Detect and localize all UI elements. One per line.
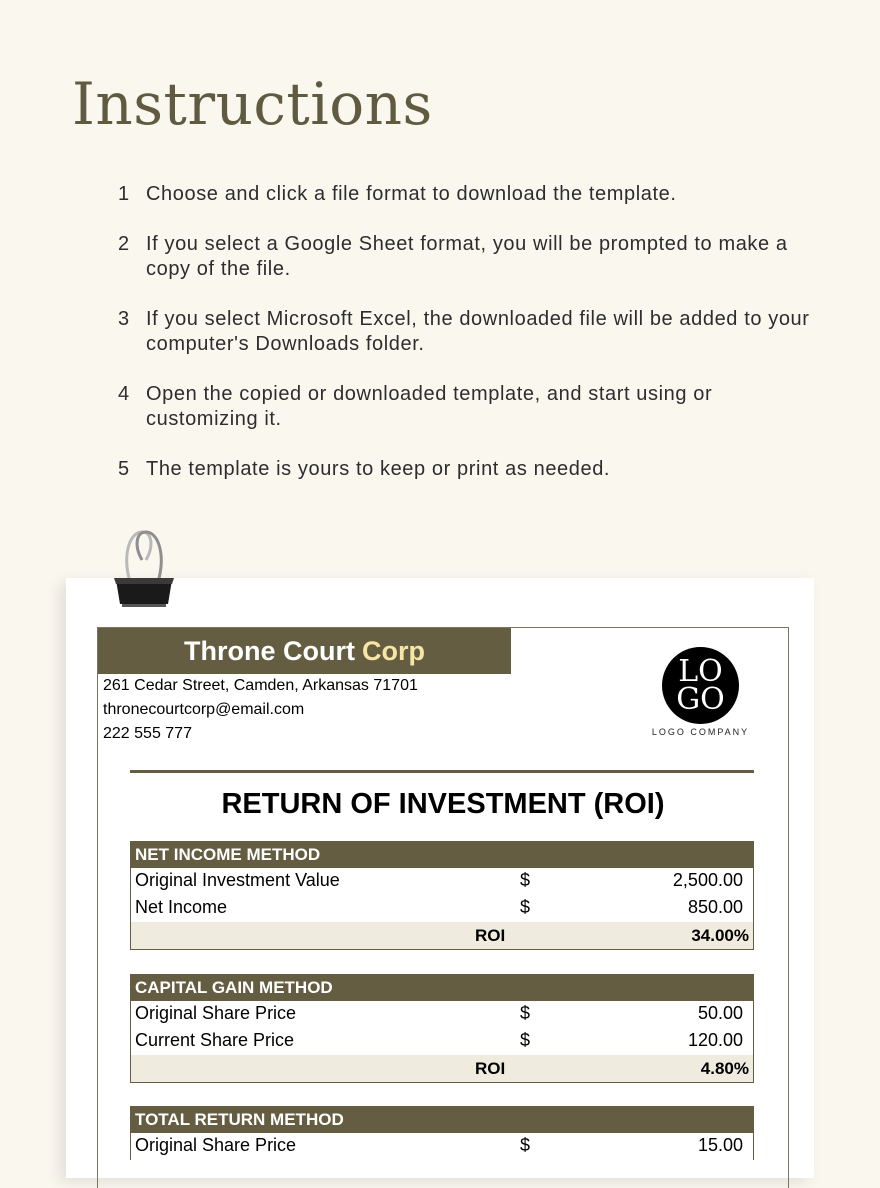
roi-row xyxy=(131,1055,753,1082)
row-value: 15.00 xyxy=(697,1135,743,1155)
header-divider xyxy=(130,770,754,773)
instruction-step xyxy=(118,232,818,282)
table-row xyxy=(131,1028,753,1055)
roi-label: ROI xyxy=(475,926,506,945)
company-logo xyxy=(662,647,739,724)
roi-label: ROI xyxy=(475,1059,506,1078)
method-header: CAPITAL GAIN METHOD xyxy=(131,974,753,1001)
row-value: 50.00 xyxy=(697,1003,743,1023)
step-text: Open the copied or downloaded template, and start using or customizing it. xyxy=(146,383,713,430)
step-number: 4 xyxy=(118,383,130,405)
total-return-method-table xyxy=(130,1106,754,1160)
step-number: 3 xyxy=(118,308,130,330)
instruction-step xyxy=(118,307,818,357)
step-text: The template is yours to keep or print as needed. xyxy=(146,458,611,480)
net-income-method-table xyxy=(130,841,754,950)
currency-symbol: $ xyxy=(520,1003,531,1023)
table-row xyxy=(131,1001,753,1028)
row-label: Original Share Price xyxy=(135,1003,297,1023)
company-phone: 222 555 777 xyxy=(103,725,192,742)
step-text: Choose and click a file format to download the template. xyxy=(146,183,677,205)
roi-value: 4.80% xyxy=(700,1059,749,1078)
roi-value: 34.00% xyxy=(691,926,749,945)
table-row xyxy=(131,1133,753,1160)
row-value: 850.00 xyxy=(687,897,743,917)
method-header: TOTAL RETURN METHOD xyxy=(131,1106,753,1133)
logo-text-bottom: GO xyxy=(676,682,725,717)
capital-gain-method-table xyxy=(130,974,754,1083)
company-name: Throne Court xyxy=(184,635,355,666)
row-label: Net Income xyxy=(135,897,228,917)
currency-symbol: $ xyxy=(520,1030,531,1050)
document-title: RETURN OF INVESTMENT (ROI) xyxy=(221,788,665,820)
step-text: If you select a Google Sheet format, you will be prompted to make a copy of the file. xyxy=(146,233,788,280)
method-header: NET INCOME METHOD xyxy=(131,841,753,868)
step-text: If you select Microsoft Excel, the downloaded file will be added to your computer's Downloads folder. xyxy=(146,308,810,355)
company-name-accent: Corp xyxy=(361,635,425,666)
table-row xyxy=(131,868,753,895)
company-name-banner xyxy=(98,628,511,674)
binder-clip-icon xyxy=(108,524,180,614)
company-email: thronecourtcorp@email.com xyxy=(103,701,305,718)
instruction-step xyxy=(118,182,818,207)
step-number: 1 xyxy=(118,183,130,205)
roi-row xyxy=(131,922,753,949)
roi-template-sheet xyxy=(97,627,789,1188)
row-label: Original Share Price xyxy=(135,1135,297,1155)
row-value: 2,500.00 xyxy=(672,870,743,890)
logo-caption: LOGO COMPANY xyxy=(651,727,750,737)
currency-symbol: $ xyxy=(520,1135,531,1155)
step-number: 2 xyxy=(118,233,130,255)
instruction-list xyxy=(118,182,818,507)
company-address: 261 Cedar Street, Camden, Arkansas 71701 xyxy=(103,677,418,694)
currency-symbol: $ xyxy=(520,897,531,917)
instructions-title: Instructions xyxy=(72,70,433,138)
instruction-step xyxy=(118,457,818,482)
currency-symbol: $ xyxy=(520,870,531,890)
logo-text-top: LO xyxy=(678,654,723,689)
step-number: 5 xyxy=(118,458,130,480)
row-label: Current Share Price xyxy=(135,1030,295,1050)
row-value: 120.00 xyxy=(687,1030,743,1050)
row-label: Original Investment Value xyxy=(135,870,340,890)
instruction-step xyxy=(118,382,818,432)
table-row xyxy=(131,895,753,922)
